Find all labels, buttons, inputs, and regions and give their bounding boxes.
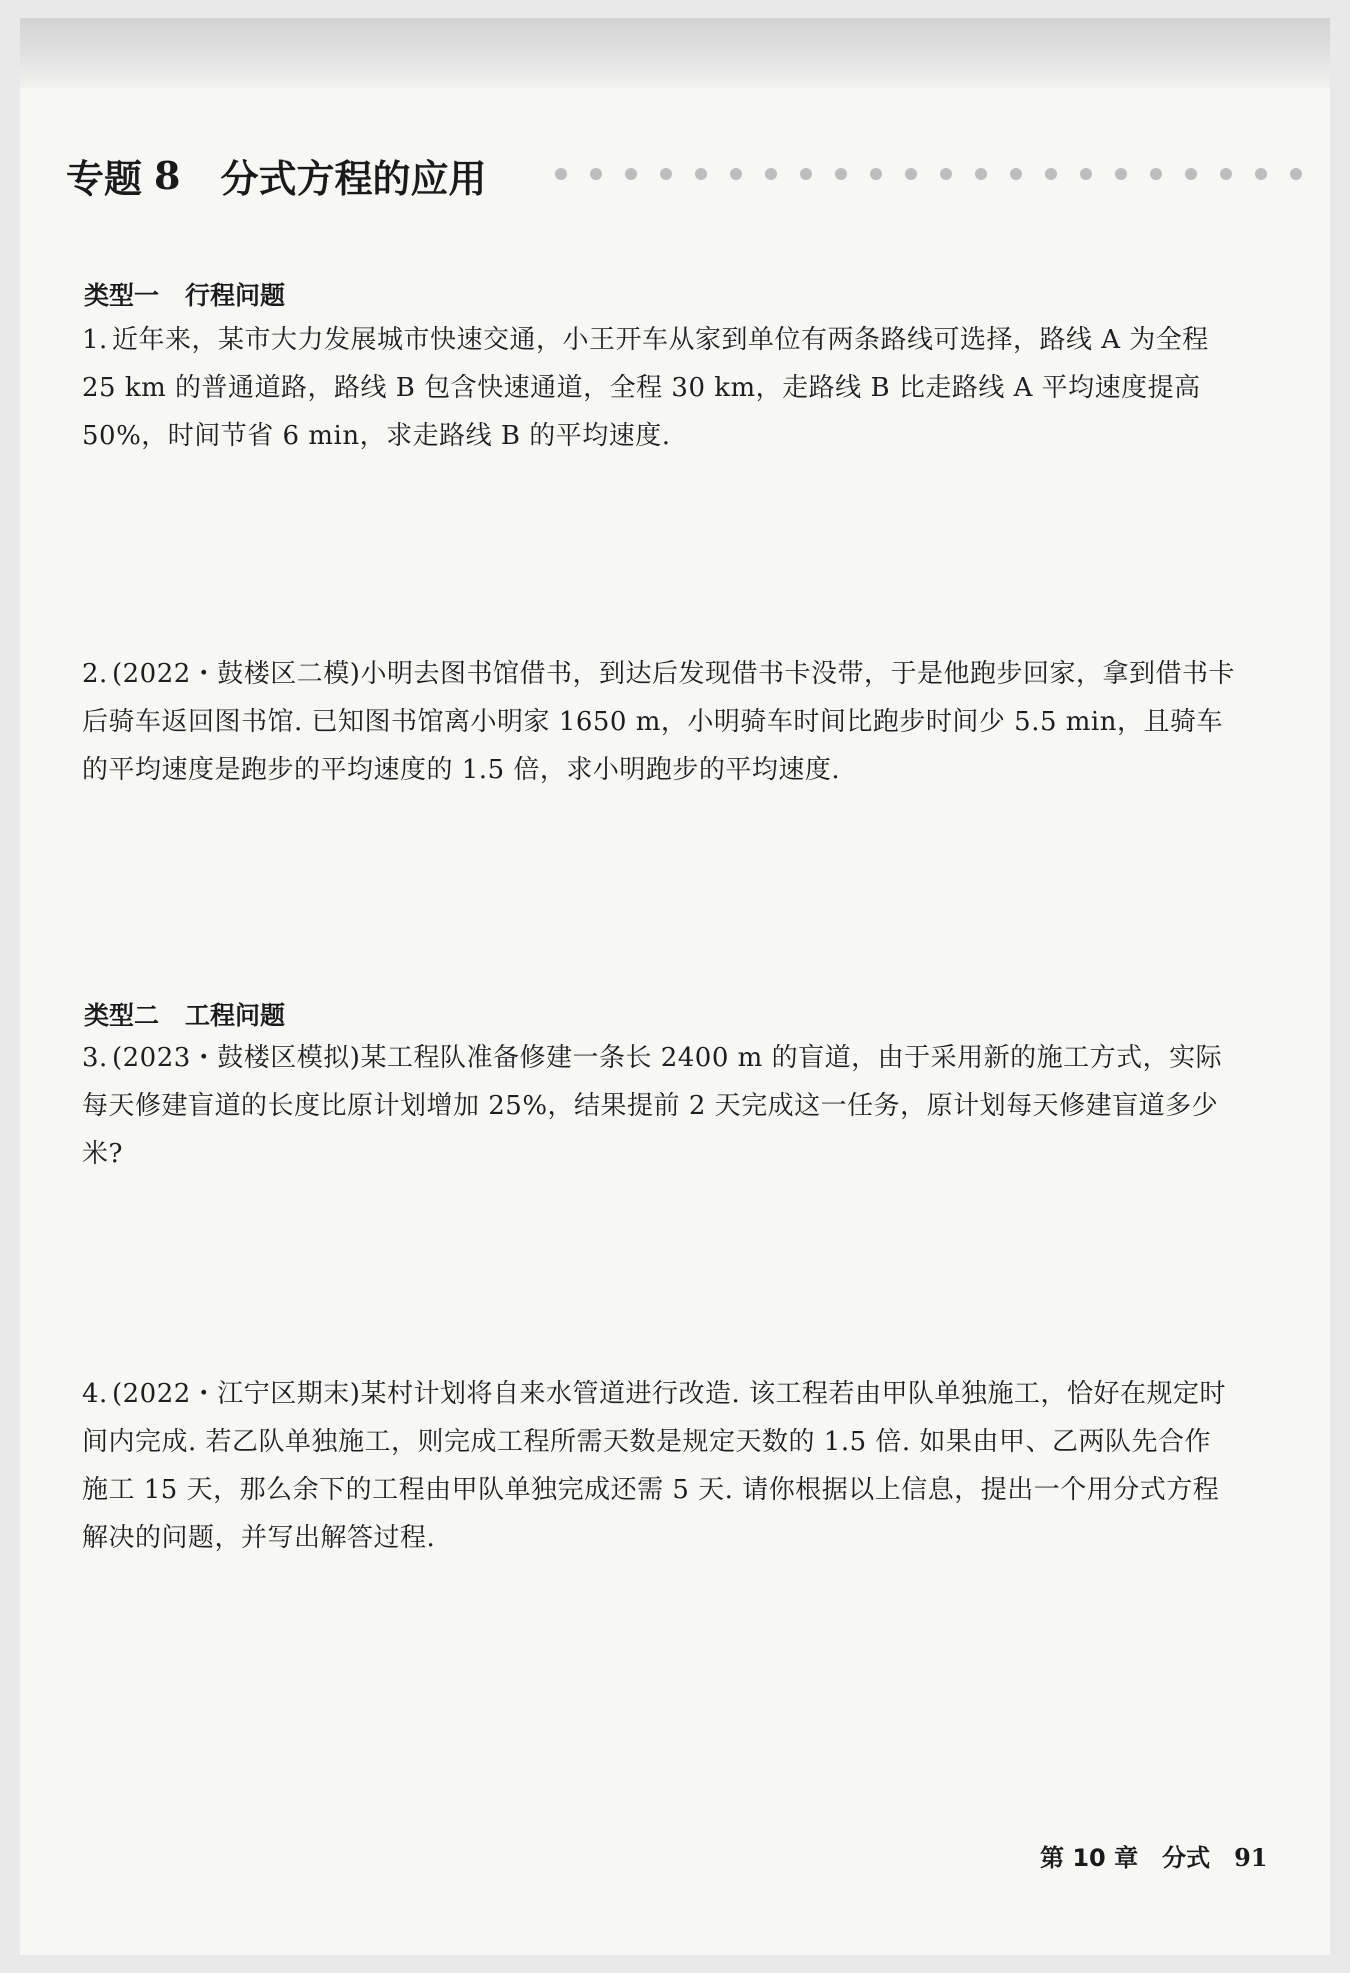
leader-dot [590,168,602,180]
leader-dot [1150,168,1162,180]
problem-2 [82,650,1237,794]
footer-chapter: 第 10 章 [1040,1844,1139,1872]
leader-dot [800,168,812,180]
leader-dot [975,168,987,180]
leader-dot [835,168,847,180]
leader-dot [1255,168,1267,180]
leader-dot [730,168,742,180]
section-heading-travel [84,276,285,312]
leader-dot [625,168,637,180]
leader-dot [660,168,672,180]
leader-dot [905,168,917,180]
leader-dot [1290,168,1302,180]
leader-dot [870,168,882,180]
section-label: 类型二 [84,1001,160,1030]
section-label: 类型一 [84,281,160,310]
problem-number: 3. [82,1043,108,1073]
topic-heading [66,150,486,200]
problem-text: (2022・江宁区期末)某村计划将自来水管道进行改造. 该工程若由甲队单独施工，恰好在规定时间内完成. 若乙队单独施工，则完成工程所需天数是规定天数的 1.5 倍. 如果由甲、乙两队先合作施工 15 天，那么余下的工程由甲队单独完成还需 5 天. 请你根据以上信息，提出一个用分式方程解决的问题，并写出解答过程. [82,1379,1226,1553]
topic-number: 8 [154,152,181,198]
problem-text: 近年来，某市大力发展城市快速交通，小王开车从家到单位有两条路线可选择，路线 A 为全程 25 km 的普通道路，路线 B 包含快速通道，全程 30 km，走路线 B 比走路线 A 平均速度提高 50%，时间节省 6 min，求走路线 B 的平均速度. [82,325,1209,451]
leader-dot [940,168,952,180]
leader-dot [1115,168,1127,180]
topic-label: 专题 [66,156,143,201]
leader-dot [1045,168,1057,180]
problem-number: 1. [82,325,108,355]
problem-3 [82,1034,1237,1178]
problem-number: 2. [82,659,108,689]
heading-dot-leader [555,166,1315,182]
footer-section: 分式 [1162,1844,1211,1872]
section-name: 行程问题 [185,281,286,310]
page-footer [1040,1838,1268,1873]
section-name: 工程问题 [185,1001,286,1030]
problem-number: 4. [82,1379,108,1409]
leader-dot [1220,168,1232,180]
leader-dot [1080,168,1092,180]
leader-dot [1010,168,1022,180]
leader-dot [765,168,777,180]
page-top-shading [20,18,1330,88]
problem-4 [82,1370,1237,1562]
page-number: 91 [1234,1843,1268,1872]
topic-title: 分式方程的应用 [220,156,487,201]
problem-text: (2023・鼓楼区模拟)某工程队准备修建一条长 2400 m 的盲道，由于采用新的施工方式，实际每天修建盲道的长度比原计划增加 25%，结果提前 2 天完成这一任务，原计划每天修建盲道多少米? [82,1043,1223,1169]
leader-dot [695,168,707,180]
problem-1 [82,316,1237,460]
leader-dot [555,168,567,180]
problem-text: (2022・鼓楼区二模)小明去图书馆借书，到达后发现借书卡没带，于是他跑步回家，拿到借书卡后骑车返回图书馆. 已知图书馆离小明家 1650 m，小明骑车时间比跑步时间少 5.5 min，且骑车的平均速度是跑步的平均速度的 1.5 倍，求小明跑步的平均速度. [82,659,1235,785]
leader-dot [1185,168,1197,180]
section-heading-work [84,996,285,1032]
